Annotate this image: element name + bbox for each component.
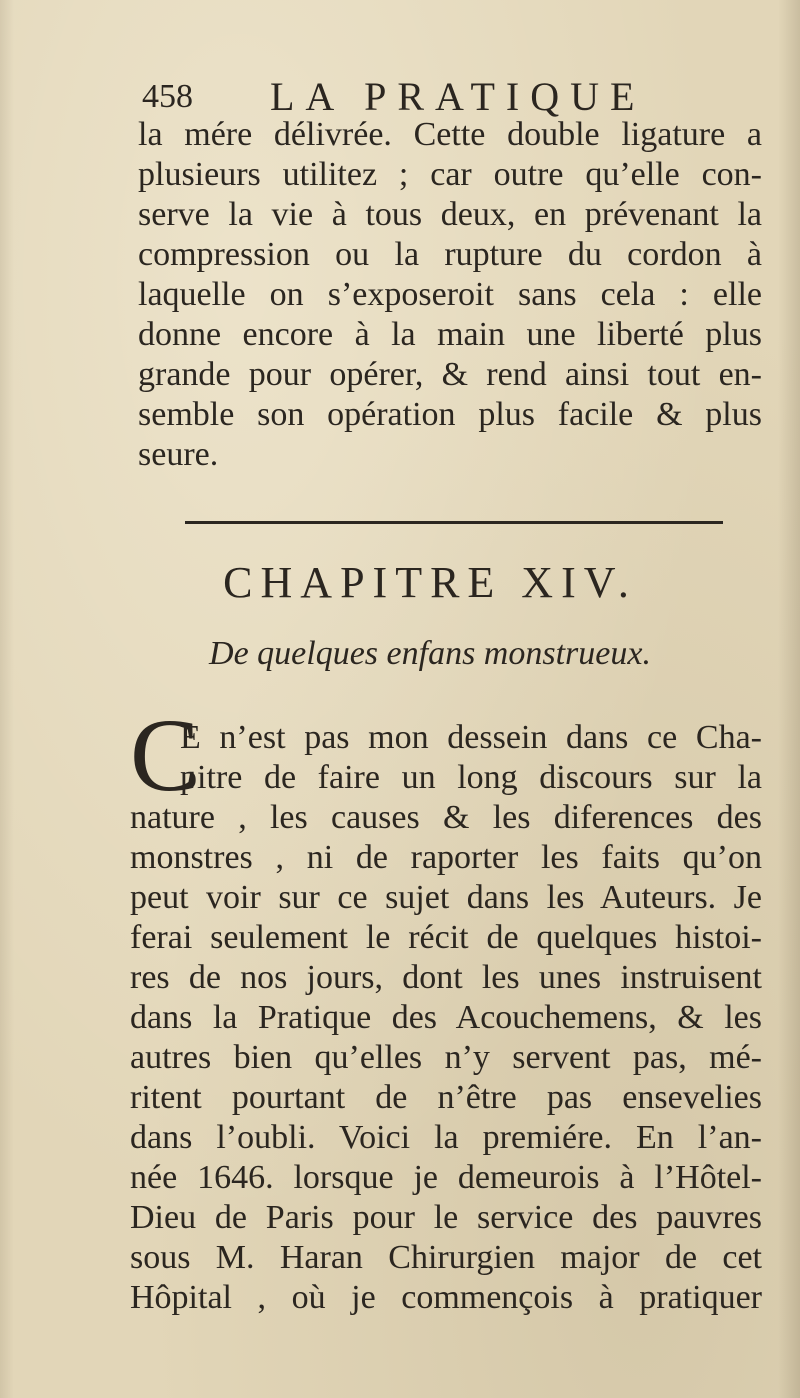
text-line: sous M. Haran Chirurgien major de cet [130, 1239, 762, 1276]
text-line: monstres , ni de raporter les faits qu’on [130, 839, 762, 876]
chapter-heading: CHAPITRE XIV. [223, 558, 637, 607]
text-line: plusieurs utilitez ; car outre qu’elle con- [138, 156, 762, 193]
text-line: donne encore à la main une liberté plus [138, 316, 762, 353]
text-line: E n’est pas mon dessein dans ce Cha- [180, 719, 762, 756]
text-line: la mére délivrée. Cette double ligature a [138, 116, 762, 153]
text-line: compression ou la rupture du cordon à [138, 236, 762, 273]
text-line: serve la vie à tous deux, en prévenant la [138, 196, 762, 233]
text-line: semble son opération plus facile & plus [138, 396, 762, 433]
chapter-opening-lines [180, 718, 762, 798]
text-line: peut voir sur ce sujet dans les Auteurs. Je [130, 879, 762, 916]
text-line: ritent pourtant de n’être pas ensevelies [130, 1079, 762, 1116]
text-line: grande pour opérer, & rend ainsi tout en- [138, 356, 762, 393]
text-line: dans l’oubli. Voici la premiére. En l’an- [130, 1119, 762, 1156]
gutter-shadow [0, 0, 14, 1398]
running-title: LA PRATIQUE [270, 74, 646, 119]
text-line: laquelle on s’exposeroit sans cela : elle [138, 276, 762, 313]
text-line: autres bien qu’elles n’y servent pas, mé- [130, 1039, 762, 1076]
text-line: nature , les causes & les diferences des [130, 799, 762, 836]
text-line: seure. [138, 436, 219, 473]
top-paragraph [138, 115, 762, 475]
text-line: ferai seulement le récit de quelques histoi- [130, 919, 762, 956]
text-line: Dieu de Paris pour le service des pauvres [130, 1199, 762, 1236]
text-line: Hôpital , où je commençois à pratiquer [130, 1279, 762, 1316]
text-line: res de nos jours, dont les unes instruisent [130, 959, 762, 996]
text-line: dans la Pratique des Acouchemens, & les [130, 999, 762, 1036]
chapter-paragraph [130, 798, 762, 1318]
drop-capital: C [130, 698, 200, 813]
page-edge-shadow [778, 0, 800, 1398]
section-divider [185, 521, 723, 524]
chapter-subtitle: De quelques enfans monstrueux. [209, 635, 651, 672]
text-line: pitre de faire un long discours sur la [180, 759, 762, 796]
page-number: 458 [142, 78, 193, 115]
text-line: née 1646. lorsque je demeurois à l’Hôtel- [130, 1159, 762, 1196]
